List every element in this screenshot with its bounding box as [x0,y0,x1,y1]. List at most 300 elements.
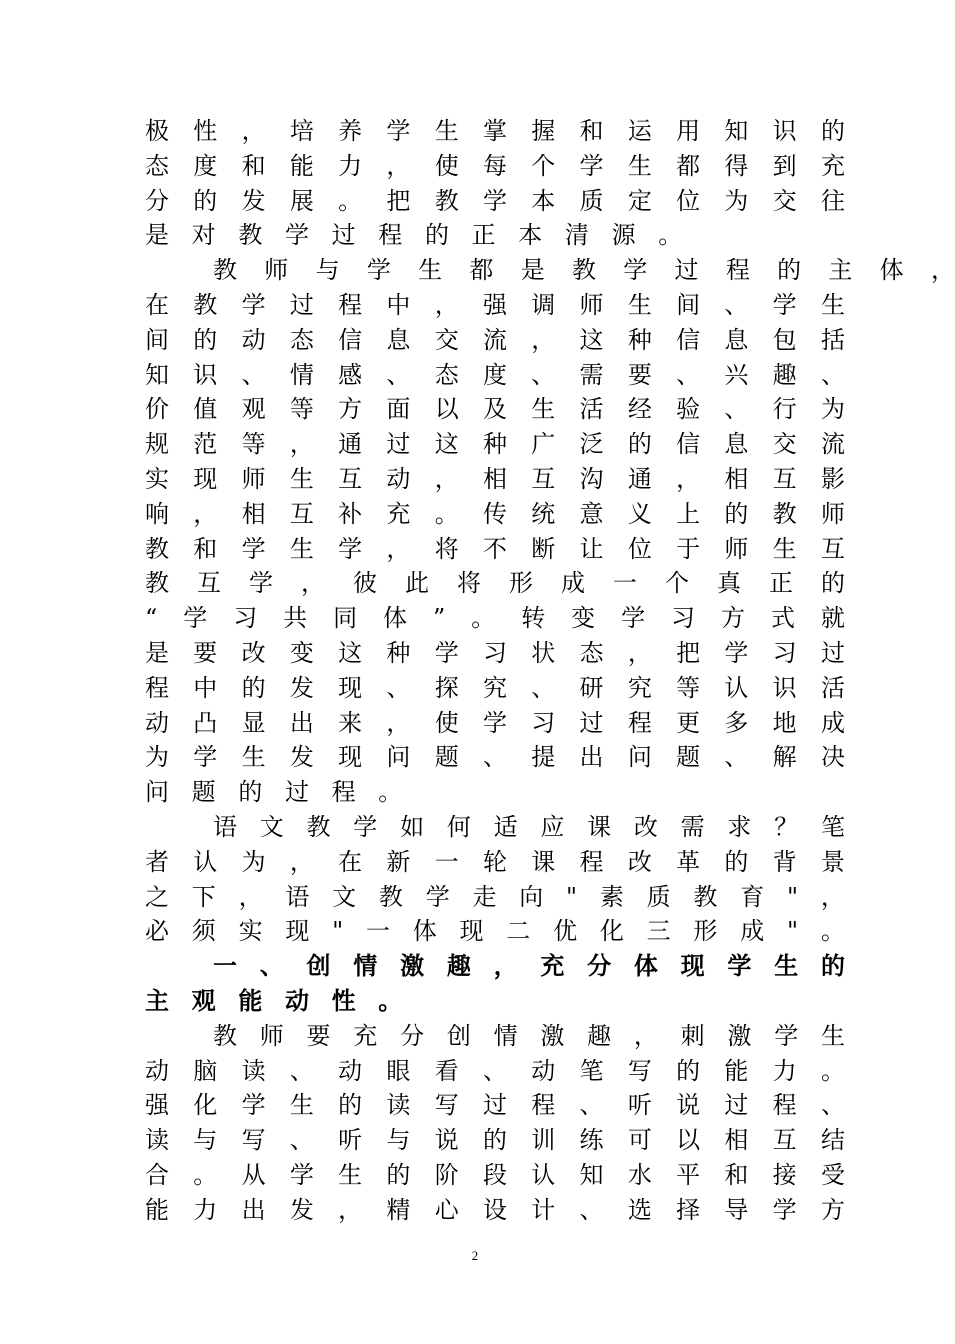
text-char: 等 [289,395,314,424]
text-char: 现 [459,917,484,946]
text-char: 的 [193,325,218,354]
text-char: ？ [774,812,799,841]
text-char: 识 [193,360,218,389]
text-char: 生 [289,464,314,493]
text-char: 真 [717,569,741,598]
text-char: 观 [191,985,216,1015]
text-char: 语 [285,882,310,911]
text-char: ” [433,604,446,633]
text-char: 、 [820,1091,845,1120]
text-char: 生 [774,951,799,981]
text-char: 情 [353,951,378,981]
text-char: 二 [506,917,531,946]
text-char: 都 [676,151,701,180]
text-char: 能 [238,985,263,1015]
text-char: 补 [338,499,363,528]
text-char: 教 [193,290,218,319]
text-char: 展 [289,186,314,215]
text-char: 。 [378,778,403,807]
text-char: 价 [145,395,169,424]
text-char: 学 [727,951,752,981]
text-char: 互 [772,1126,797,1155]
text-char: 和 [241,151,266,180]
text-char: 、 [724,290,749,319]
text-char: 习 [671,604,696,633]
text-char: 成 [740,917,765,946]
text-char: 教 [772,499,797,528]
text-char: 。 [434,499,459,528]
text-line [145,671,845,706]
text-char: 现 [680,951,705,981]
text-char: 。 [193,1160,218,1189]
text-char: 变 [571,604,596,633]
text-char: 、 [676,360,701,389]
text-char: 息 [386,325,411,354]
text-char: 学 [241,290,266,319]
text-char: 主 [145,985,169,1015]
text-char: 段 [482,1160,507,1189]
text-char: 读 [241,1056,266,1085]
text-char: 革 [676,847,701,876]
text-char: 说 [434,1126,459,1155]
text-char: 就 [820,604,845,633]
text-line [145,323,845,358]
text-char: 成 [561,569,585,598]
text-line [145,497,845,532]
text-char: 趣 [772,360,797,389]
text-char: 观 [241,395,266,424]
text-char: 学 [482,186,507,215]
text-char: 断 [531,534,556,563]
text-char: 往 [820,186,845,215]
text-char: 要 [306,1021,331,1050]
text-char: 和 [579,117,604,145]
text-char: 。 [378,985,403,1015]
text-char: 发 [289,1195,314,1224]
text-char: 习 [772,638,797,667]
text-char: 文 [259,812,284,841]
text-char: 过 [289,290,314,319]
text-char: 师 [724,534,749,563]
text-char: 把 [676,638,701,667]
text-char: 的 [820,951,845,981]
text-char: 为 [724,186,749,215]
text-char: 体 [633,951,658,981]
text-char: 改 [633,812,658,841]
text-char: 生 [418,256,443,285]
text-char: 相 [482,464,507,493]
text-char: 规 [145,430,169,459]
text-char: 共 [283,604,308,633]
text-char: 现 [338,673,363,702]
text-char: 学 [241,1091,266,1120]
text-char: 师 [820,499,845,528]
text-char: 识 [772,117,797,145]
text-char: 学 [724,638,749,667]
text-char: 能 [145,1195,169,1224]
text-char: 读 [145,1126,169,1155]
text-char: 动 [284,985,309,1015]
text-char: 认 [531,1160,556,1189]
text-char: 为 [820,395,845,424]
text-char: " [332,917,344,946]
text-char: 定 [627,186,652,215]
text-char: 教 [213,1021,237,1050]
text-char: 更 [676,708,701,737]
text-char: 态 [145,151,169,180]
text-char: 动 [145,1056,169,1085]
text-char: 解 [772,743,797,772]
text-char: ， [241,117,266,145]
text-char: " [786,917,799,946]
text-char: 化 [193,1091,218,1120]
text-char: ， [289,430,314,459]
text-char: ， [531,325,556,354]
text-char: 动 [241,325,266,354]
text-char: 握 [531,117,556,145]
text-char: 过 [482,1091,507,1120]
text-char: 质 [646,882,671,911]
text-char: 训 [531,1126,556,1155]
text-char: 、 [289,1056,314,1085]
text-char: 语 [213,812,237,841]
text-char: 听 [338,1126,363,1155]
text-char: 写 [241,1126,266,1155]
text-char: 的 [338,1091,363,1120]
text-char: 正 [769,569,793,598]
text-char: 激 [727,1021,752,1050]
text-char: 教 [145,569,169,598]
body-text [145,114,955,1228]
text-char: 创 [446,1021,471,1050]
text-line [145,636,845,671]
text-char: 探 [434,673,459,702]
text-char: 走 [472,882,497,911]
text-line [145,880,845,915]
text-char: 交 [772,430,797,459]
text-char: 的 [821,569,845,598]
text-char: 上 [676,499,701,528]
text-char: 化 [599,917,624,946]
text-char: 动 [386,464,411,493]
text-char: 实 [238,917,263,946]
text-char: 何 [446,812,471,841]
text-char: 程 [338,290,363,319]
text-char: 生 [434,117,459,145]
text-char: 过 [674,256,699,285]
text-char: 不 [482,534,507,563]
text-char: 、 [579,1091,604,1120]
text-char: 生 [289,534,314,563]
text-char: 动 [531,1056,556,1085]
text-char: 改 [241,638,266,667]
text-line [145,949,845,984]
text-char: 通 [338,430,363,459]
text-char: 听 [627,1091,652,1120]
text-char: 等 [241,430,266,459]
text-char: 的 [386,1160,411,1189]
text-char: 括 [820,325,845,354]
text-char: 强 [482,290,507,319]
text-char: 学 [338,534,363,563]
text-char: 使 [434,708,459,737]
text-char: 的 [241,673,266,702]
text-char: 极 [145,117,169,145]
text-char: 显 [241,708,266,737]
text-line [145,914,845,949]
text-char: 题 [676,743,701,772]
text-char: 式 [770,604,795,633]
text-char: 研 [579,673,604,702]
text-char: 态 [434,360,459,389]
text-char: 调 [531,290,556,319]
text-line [145,601,845,636]
text-char: 将 [457,569,481,598]
text-char: 学 [772,290,797,319]
text-char: 成 [820,708,845,737]
text-char: 过 [724,1091,749,1120]
text-char: 相 [724,1126,749,1155]
text-char: 运 [627,117,652,145]
text-char: 师 [241,464,266,493]
text-line [145,149,845,184]
text-char: 文 [332,882,357,911]
text-char: 学 [482,708,507,737]
text-char: 义 [627,499,652,528]
text-char: 发 [289,673,314,702]
text-char: 位 [627,534,652,563]
text-char: 相 [724,464,749,493]
text-char: 问 [627,743,652,772]
text-char: 心 [434,1195,459,1224]
text-char: 问 [145,778,169,807]
text-char: 须 [191,917,216,946]
text-char: 响 [145,499,169,528]
text-char: 活 [579,395,604,424]
text-char: 对 [191,221,216,250]
text-char: 需 [680,812,705,841]
text-char: 互 [289,499,314,528]
text-char: 改 [627,847,652,876]
text-char: 从 [241,1160,266,1189]
text-char: 生 [289,1091,314,1120]
text-char: 出 [579,743,604,772]
text-line [145,427,845,462]
text-char: 相 [241,499,266,528]
text-char: 到 [772,151,797,180]
text-char: 习 [233,604,258,633]
text-char: 、 [724,743,749,772]
text-char: 力 [772,1056,797,1085]
text-char: 实 [145,464,169,493]
text-char: 的 [627,430,652,459]
text-char: 方 [721,604,745,633]
text-char: 种 [482,430,507,459]
text-char: ， [676,464,701,493]
text-char: ， [627,638,652,667]
text-char: 、 [724,395,749,424]
text-char: 过 [331,221,356,250]
text-char: 习 [482,638,507,667]
text-char: 适 [493,812,518,841]
text-char: 动 [145,708,169,737]
text-char: 要 [193,638,218,667]
text-char: 脑 [193,1056,218,1085]
text-char: 、 [579,1195,604,1224]
text-char: 、 [820,360,845,389]
text-char: 分 [587,951,612,981]
text-char: 沟 [579,464,604,493]
text-line [145,1158,845,1193]
text-char: 及 [482,395,507,424]
text-char: 充 [386,499,411,528]
text-char: 发 [241,186,266,215]
text-char: 中 [386,290,411,319]
text-char: 学 [434,638,459,667]
text-char: 题 [434,743,459,772]
text-char: 影 [820,464,845,493]
text-char: 认 [724,673,749,702]
text-char: 学 [621,604,646,633]
text-char: 学 [289,1160,314,1189]
text-char: 教 [238,221,263,250]
text-char: 优 [553,917,578,946]
text-char: 结 [820,1126,845,1155]
text-char: 。 [658,221,683,250]
text-char: 位 [676,186,701,215]
text-char: 。 [338,186,363,215]
text-char: 间 [145,325,169,354]
text-line [145,462,845,497]
text-char: ， [301,569,325,598]
text-char: 师 [259,1021,284,1050]
text-line [145,253,955,288]
text-char: 学 [425,882,450,911]
text-char: 度 [193,151,218,180]
text-line [145,775,845,810]
text-char: 是 [520,256,545,285]
text-char: 向 [519,882,544,911]
text-char: 充 [820,151,845,180]
text-char: 过 [820,638,845,667]
text-char: 精 [386,1195,411,1224]
text-char: 知 [724,117,749,145]
text-char: 这 [434,430,459,459]
text-char: 间 [676,290,701,319]
text-char: 经 [627,395,652,424]
text-char: 和 [193,534,218,563]
text-char: 教 [306,812,331,841]
text-char: 泛 [579,430,604,459]
text-char: 感 [338,360,363,389]
text-char: 趣 [587,1021,612,1050]
text-char: 求 [727,812,752,841]
text-char: 互 [820,534,845,563]
text-char: 刺 [680,1021,705,1050]
text-char: 过 [284,778,309,807]
text-char: 主 [828,256,853,285]
text-char: 一 [613,569,637,598]
text-char: 看 [434,1056,459,1085]
text-char: 写 [627,1056,652,1085]
text-char: ， [386,708,411,737]
text-line [145,1088,845,1123]
text-char: 流 [482,325,507,354]
text-char: 的 [777,256,802,285]
text-char: 信 [676,430,701,459]
text-char: 创 [306,951,331,981]
text-char: 互 [197,569,221,598]
text-char: 为 [241,847,266,876]
text-char: 与 [193,1126,218,1155]
text-char: 学 [353,812,378,841]
text-char: 出 [241,1195,266,1224]
text-char: 以 [676,1126,701,1155]
text-char: 情 [493,1021,518,1050]
text-char: 教 [693,882,718,911]
text-char: 笔 [820,812,845,841]
text-char: 生 [772,534,797,563]
page-number: 2 [471,1248,479,1263]
text-char: 师 [264,256,289,285]
text-char: 的 [424,221,449,250]
text-char: 教 [378,882,403,911]
text-char: 动 [338,1056,363,1085]
text-char: 学 [579,151,604,180]
text-char: 轮 [482,847,507,876]
text-char: 学 [183,604,208,633]
text-char: 认 [193,847,218,876]
text-char: 彼 [353,569,377,598]
text-char: 教 [213,256,237,285]
text-char: 要 [627,360,652,389]
text-char: ， [434,464,459,493]
text-char: 程 [627,708,652,737]
text-char: 将 [434,534,459,563]
text-line [145,392,845,427]
text-char: 生 [531,395,556,424]
text-char: 、 [386,360,411,389]
text-line [145,810,845,845]
text-char: 问 [386,743,411,772]
text-char: 体 [383,604,408,633]
text-char: 是 [145,638,169,667]
text-char: 转 [521,604,546,633]
text-char: 此 [405,569,429,598]
text-char: 的 [724,847,749,876]
text-char: 接 [772,1160,797,1189]
text-char: 方 [338,395,363,424]
text-char: 性 [193,117,218,145]
text-char: 方 [820,1195,845,1224]
text-char: 行 [772,395,797,424]
text-char: 能 [724,1056,749,1085]
text-char: 在 [145,290,169,319]
text-char: 能 [289,151,314,180]
text-char: 程 [579,847,604,876]
text-char: 、 [482,1056,507,1085]
text-char: 选 [627,1195,652,1224]
text-char: 在 [338,847,363,876]
text-char: 度 [482,360,507,389]
text-char: 以 [434,395,459,424]
text-char: 程 [531,1091,556,1120]
text-char: 统 [531,499,556,528]
text-char: 生 [820,290,845,319]
text-char: ， [633,1021,658,1050]
text-char: 本 [518,221,543,250]
text-char: 、 [241,360,266,389]
